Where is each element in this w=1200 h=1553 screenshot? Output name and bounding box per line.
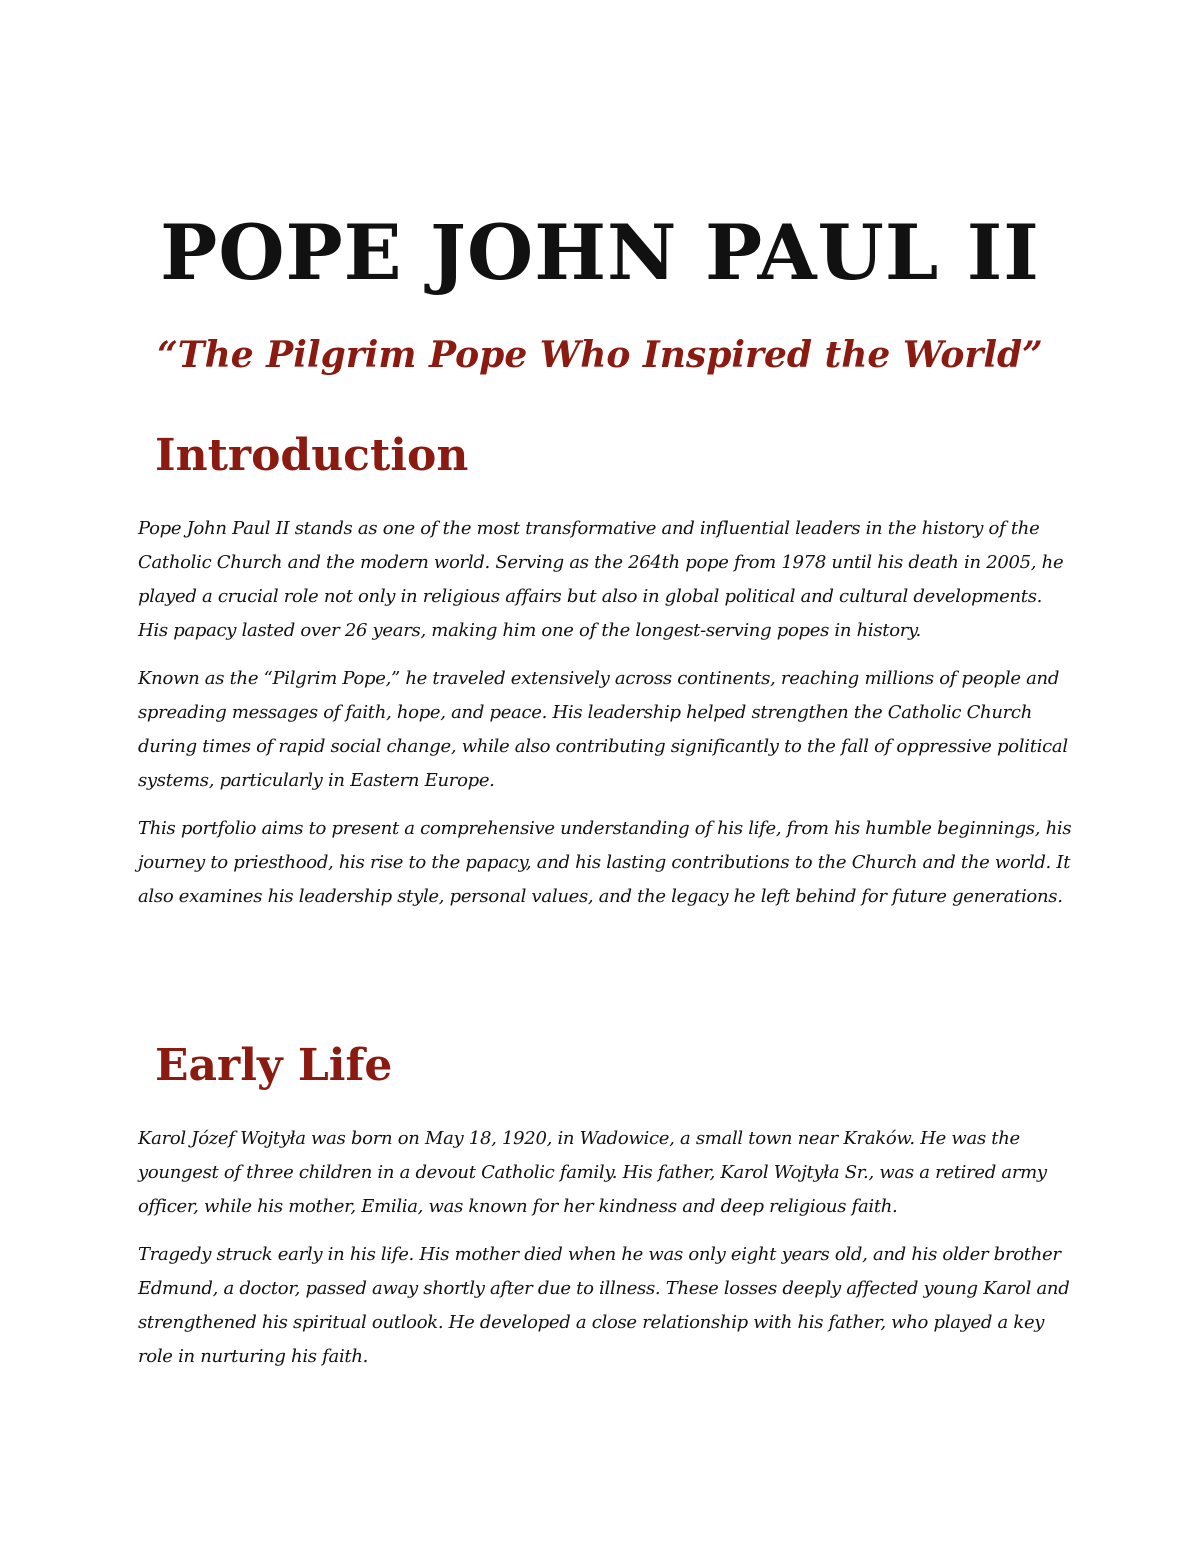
document-title: POPE JOHN PAUL II xyxy=(160,208,1040,297)
early-life-paragraph-1: Karol Józef Wojtyła was born on May 18, 1920, in Wadowice, a small town near Kraków. He was the youngest of three children in a devout Catholic family. His father, Karol Wojtyła Sr., was a retired army officer, while his mother, Emilia, was known for her kindness and deep religious faith. xyxy=(138,1128,1047,1217)
early-life-paragraph-2: Tragedy struck early in his life. His mother died when he was only eight years old, and his older brother Edmund, a doctor, passed away shortly after due to illness. These losses deeply affected young Karol and strengthened his spiritual outlook. He developed a close relationship with his father, who played a key role in nurturing his faith. xyxy=(138,1244,1070,1367)
document-subtitle: “The Pilgrim Pope Who Inspired the World” xyxy=(157,334,1043,376)
early-life-heading: Early Life xyxy=(155,1040,393,1091)
introduction-paragraph-3: This portfolio aims to present a comprehensive understanding of his life, from his humble beginnings, his journey to priesthood, his rise to the papacy, and his lasting contributions to the Church and the world. It also examines his leadership style, personal values, and the legacy he left behind for future generations. xyxy=(138,818,1072,907)
early-life-section xyxy=(138,1122,1073,1388)
introduction-heading: Introduction xyxy=(155,430,469,481)
introduction-section xyxy=(138,512,1073,928)
introduction-paragraph-1: Pope John Paul II stands as one of the most transformative and influential leaders in the history of the Catholic Church and the modern world. Serving as the 264th pope from 1978 until his death in 2005, he played a crucial role not only in religious affairs but also in global political and cultural developments. His papacy lasted over 26 years, making him one of the longest-serving popes in history. xyxy=(138,518,1064,641)
introduction-paragraph-2: Known as the “Pilgrim Pope,” he traveled extensively across continents, reaching millions of people and spreading messages of faith, hope, and peace. His leadership helped strengthen the Catholic Church during times of rapid social change, while also contributing significantly to the fall of oppressive political systems, particularly in Eastern Europe. xyxy=(138,668,1068,791)
